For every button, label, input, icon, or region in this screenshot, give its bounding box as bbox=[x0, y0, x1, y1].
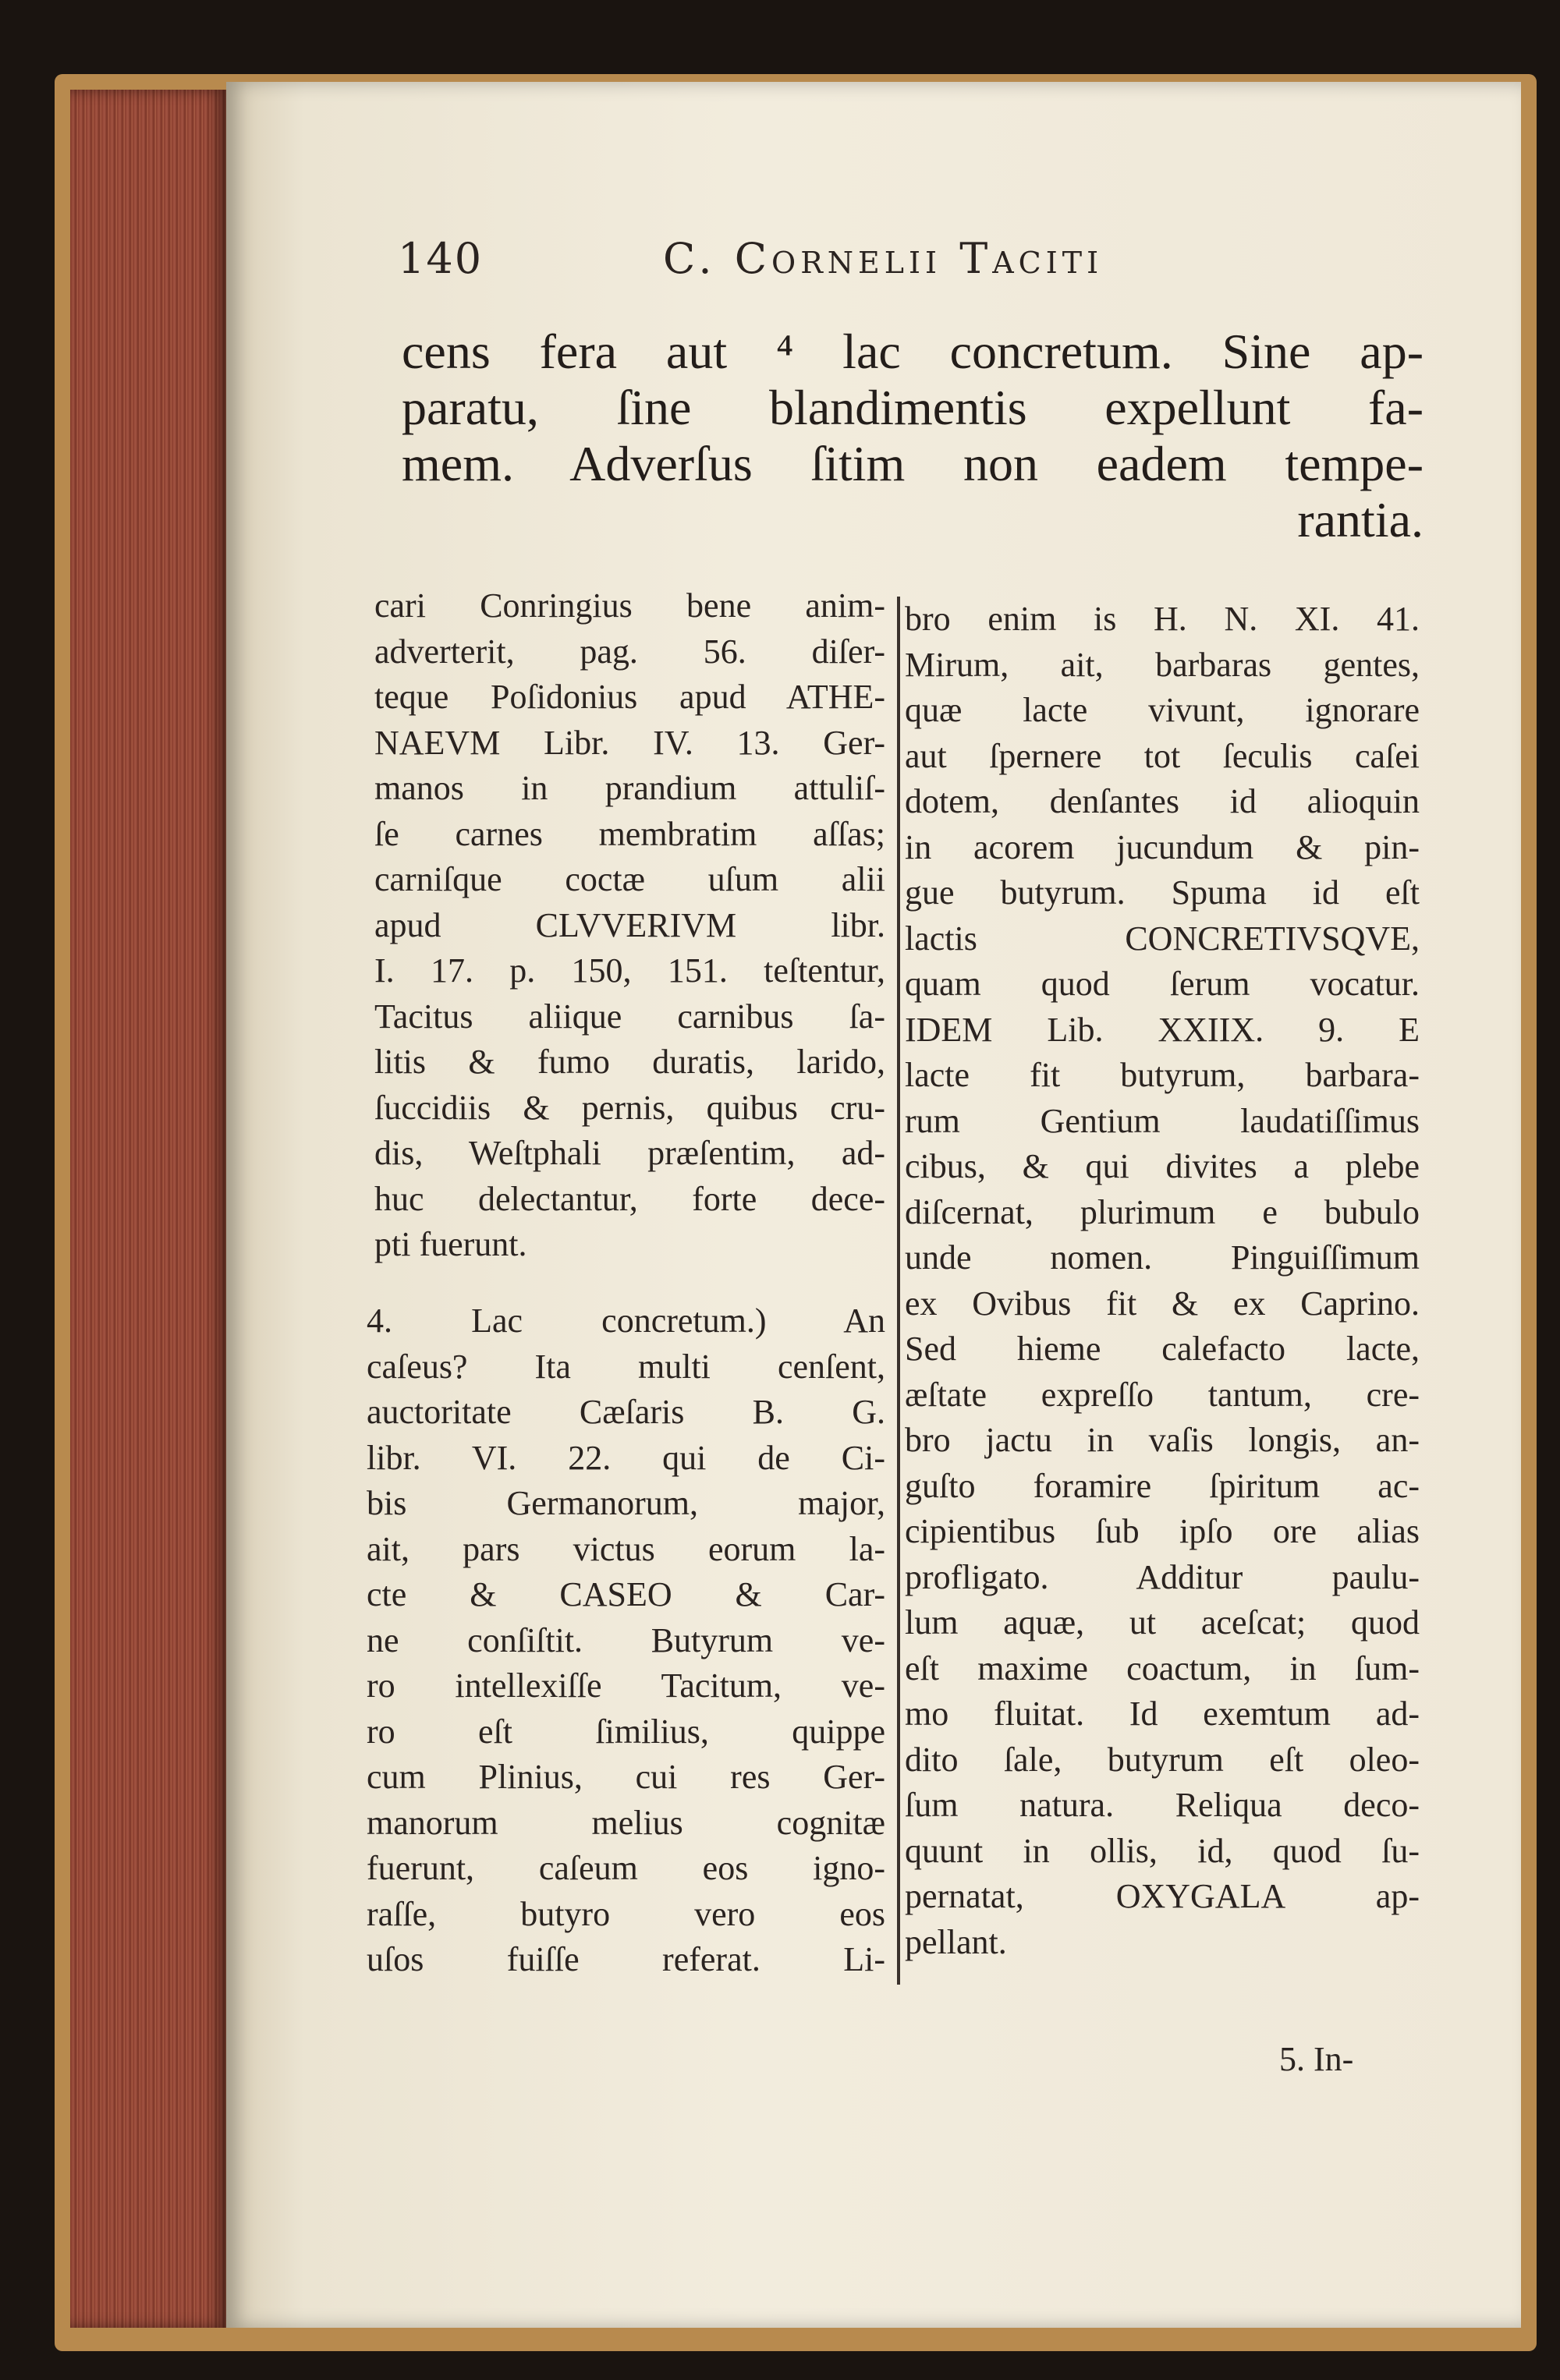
page-edges bbox=[70, 90, 226, 2328]
note-line: auctoritate Cæſaris B. G. bbox=[367, 1393, 885, 1431]
note-line: lum aquæ, ut aceſcat; quod bbox=[905, 1603, 1420, 1642]
note-line: cari Conringius bene anim- bbox=[374, 586, 885, 625]
main-text-line: mem. Adverſus ſitim non eadem tempe- bbox=[402, 436, 1424, 491]
footnote-left bbox=[374, 583, 885, 1268]
note-line: rum Gentium laudatiſſimus bbox=[905, 1101, 1420, 1140]
note-line: huc delectantur, forte dece- bbox=[374, 1179, 885, 1218]
note-line: pti fuerunt. bbox=[374, 1225, 527, 1263]
note-line: diſcernat, plurimum e bubulo bbox=[905, 1192, 1420, 1231]
note-line: ſum natura. Reliqua deco- bbox=[905, 1786, 1420, 1824]
note-line: cte & CASEO & Car- bbox=[367, 1575, 885, 1613]
note-line: lacte fit butyrum, barbara- bbox=[905, 1056, 1420, 1094]
note-line: unde nomen. Pinguiſſimum bbox=[905, 1238, 1420, 1277]
column-rule bbox=[897, 597, 900, 1985]
note-line: bis Germanorum, major, bbox=[367, 1484, 885, 1522]
note-line: in acorem jucundum & pin- bbox=[905, 827, 1420, 866]
note-line: fuerunt, caſeum eos igno- bbox=[367, 1849, 885, 1887]
note-line: carniſque coctæ uſum alii bbox=[374, 860, 885, 898]
running-title: C. Cornelii Taciti bbox=[663, 234, 1104, 283]
note-line: mo fluitat. Id exemtum ad- bbox=[905, 1695, 1420, 1733]
main-text bbox=[402, 324, 1424, 548]
note-line: bro enim is H. N. XI. 41. bbox=[905, 600, 1420, 638]
note-line: raſſe, butyro vero eos bbox=[367, 1894, 885, 1933]
note-line: manos in prandium attuliſ- bbox=[374, 769, 885, 807]
note-line: gue butyrum. Spuma id eſt bbox=[905, 873, 1420, 912]
note-line: uſos fuiſſe referat. Li- bbox=[367, 1940, 885, 1978]
note-line: quæ lacte vivunt, ignorare bbox=[905, 691, 1420, 729]
note-line: ro intellexiſſe Tacitum, ve- bbox=[367, 1666, 885, 1705]
note-line: litis & fumo duratis, larido, bbox=[374, 1043, 885, 1081]
note-line: pernatat, OXYGALA ap- bbox=[905, 1877, 1420, 1915]
page-header bbox=[398, 234, 1201, 296]
note-line: IDEM Lib. XXIIX. 9. E bbox=[905, 1010, 1420, 1049]
main-text-line: rantia. bbox=[1297, 492, 1424, 547]
note-line: ro eſt ſimilius, quippe bbox=[367, 1712, 885, 1751]
note-line: guſto foramire ſpiritum ac- bbox=[905, 1466, 1420, 1505]
note-line: dotem, denſantes id alioquin bbox=[905, 782, 1420, 820]
note-line: aut ſpernere tot ſeculis caſei bbox=[905, 736, 1420, 775]
note-line: ait, pars victus eorum la- bbox=[367, 1529, 885, 1568]
footnote-4 bbox=[367, 1298, 885, 1983]
note-line: NAEVM Libr. IV. 13. Ger- bbox=[374, 723, 885, 762]
note-line: cibus, & qui divites a plebe bbox=[905, 1147, 1420, 1185]
note-line: Tacitus aliique carnibus ſa- bbox=[374, 997, 885, 1036]
note-line: Mirum, ait, barbaras gentes, bbox=[905, 645, 1420, 684]
note-line: cipientibus ſub ipſo ore alias bbox=[905, 1512, 1420, 1550]
note-line: caſeus? Ita multi cenſent, bbox=[367, 1347, 885, 1386]
note-line: 4. Lac concretum.) An bbox=[367, 1302, 885, 1340]
note-line: cum Plinius, cui res Ger- bbox=[367, 1758, 885, 1796]
note-line: libr. VI. 22. qui de Ci- bbox=[367, 1438, 885, 1477]
main-text-line: cens fera aut ⁴ lac concretum. Sine ap- bbox=[402, 324, 1424, 379]
note-line: ex Ovibus fit & ex Caprino. bbox=[905, 1284, 1420, 1323]
note-line: dito ſale, butyrum eſt oleo- bbox=[905, 1740, 1420, 1779]
note-line: I. 17. p. 150, 151. teſtentur, bbox=[374, 951, 885, 990]
note-line: teque Poſidonius apud ATHE- bbox=[374, 678, 885, 716]
page-number: 140 bbox=[398, 234, 484, 283]
note-line: eſt maxime coactum, in ſum- bbox=[905, 1649, 1420, 1688]
note-line: ſe carnes membratim aſſas; bbox=[374, 814, 885, 853]
note-line: Sed hieme calefacto lacte, bbox=[905, 1330, 1420, 1368]
note-line: ſuccidiis & pernis, quibus cru- bbox=[374, 1088, 885, 1127]
note-line: æſtate expreſſo tantum, cre- bbox=[905, 1375, 1420, 1414]
note-line: lactis CONCRETIVSQVE, bbox=[905, 919, 1420, 958]
note-line: manorum melius cognitæ bbox=[367, 1803, 885, 1842]
footnote-right bbox=[905, 597, 1420, 1965]
note-line: quunt in ollis, id, quod ſu- bbox=[905, 1831, 1420, 1870]
note-line: bro jactu in vaſis longis, an- bbox=[905, 1421, 1420, 1459]
note-line: dis, Weſtphali præſentim, ad- bbox=[374, 1134, 885, 1172]
main-text-line: paratu, ſine blandimentis expellunt fa- bbox=[402, 380, 1424, 435]
note-line: profligato. Additur paulu- bbox=[905, 1557, 1420, 1596]
note-line: pellant. bbox=[905, 1922, 1007, 1961]
catchword: 5. In- bbox=[1279, 2040, 1354, 2078]
note-line: apud CLVVERIVM libr. bbox=[374, 905, 885, 944]
note-line: quam quod ſerum vocatur. bbox=[905, 965, 1420, 1003]
note-line: adverterit, pag. 56. diſer- bbox=[374, 632, 885, 671]
note-line: ne conſiſtit. Butyrum ve- bbox=[367, 1620, 885, 1659]
